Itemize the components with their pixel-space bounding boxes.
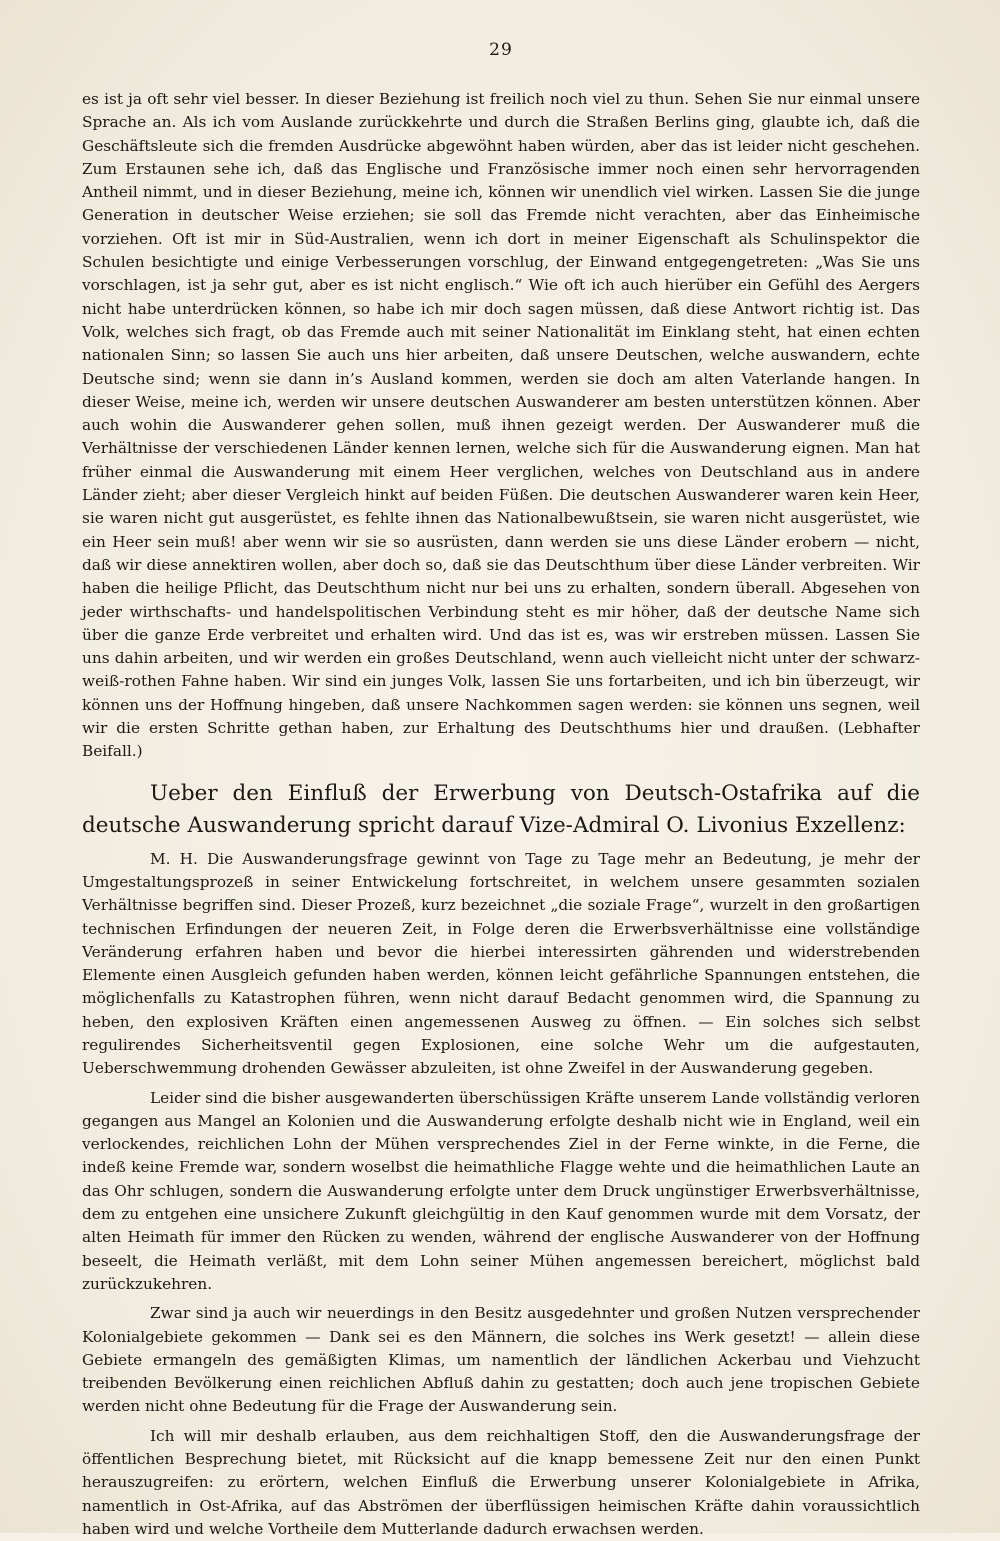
body-paragraph-3: Zwar sind ja auch wir neuerdings in den Besitz ausgedehnter und großen Nutzen versprechender Kolonialgebiete gekommen — Dank sei es den Männern, die solches ins Werk gesetzt! — allein diese Gebiete ermangeln des gemäßigten Klimas, um namentlich der ländlichen Ackerbau und Viehzucht treibenden Bevölkerung einen reichlichen Abfluß dahin zu gestatten; doch auch jene tropischen Gebiete werden nicht ohne Bedeutung für die Frage der Auswanderung sein. <box>82 1304 920 1416</box>
body-paragraph-1: M. H. Die Auswanderungsfrage gewinnt von Tage zu Tage mehr an Bedeutung, je mehr der Umgestaltungsprozeß in seiner Entwickelung fortschreitet, in welchem unsere gesammten sozialen Verhältnisse begriffen sind. Dieser Prozeß, kurz bezeichnet „die soziale Frage“, wurzelt in den großartigen technischen Erfindungen der neueren Zeit, in Folge deren die Erwerbsverhältnisse eine vollständige Veränderung erfahren haben und bevor die hierbei interessirten gährenden und widerstrebenden Elemente einen Ausgleich gefunden haben werden, können leicht gefährliche Spannungen entstehen, die möglichenfalls zu Katastrophen führen, wenn nicht darauf Bedacht genommen wird, die Spannung zu heben, den explosiven Kräften einen angemessenen Ausweg zu öffnen. — Ein solches sich selbst regulirendes Sicherheitsventil gegen Explosionen, eine solche Wehr um die aufgestauten, Ueberschwemmung drohenden Gewässer abzuleiten, ist ohne Zweifel in der Auswanderung gegeben. <box>82 849 920 1078</box>
speech-paragraph: es ist ja oft sehr viel besser. In dieser Beziehung ist freilich noch viel zu thun. Sehen Sie nur einmal unsere Sprache an. Als ich vom Auslande zurückkehrte und durch die Straßen Berlins ging, glaubte ich, daß die Geschäftsleute sich die fremden Ausdrücke abgewöhnt haben würden, aber das ist leider nicht geschehen. Zum Erstaunen sehe ich, daß das Englische und Französische immer noch einen sehr hervorragenden Antheil nimmt, und in dieser Beziehung, meine ich, können wir unendlich viel wirken. Lassen Sie die junge Generation in deutscher Weise erziehen; sie soll das Fremde nicht verachten, aber das Einheimische vorziehen. Oft ist mir in Süd-Australien, wenn ich dort in meiner Eigenschaft als Schulinspektor die Schulen besichtigte und einige Verbesserungen vorschlug, der Einwand entgegengetreten: „Was Sie uns vorschlagen, ist ja sehr gut, aber es ist nicht englisch.“ Wie oft ich auch hierüber ein Gefühl des Aergers nicht habe unterdrücken können, so habe ich mir doch sagen müssen, daß diese Antwort richtig ist. Das Volk, welches sich fragt, ob das Fremde auch mit seiner Nationalität im Einklang steht, hat einen echten nationalen Sinn; so lassen Sie auch uns hier arbeiten, daß unsere Deutschen, welche auswandern, echte Deutsche sind; wenn sie dann in’s Ausland kommen, werden sie doch am alten Vaterlande hangen. In dieser Weise, meine ich, werden wir unsere deutschen Auswanderer am besten unterstützen können. Aber auch wohin die Auswanderer gehen sollen, muß ihnen gezeigt werden. Der Auswanderer muß die Verhältnisse der verschiedenen Länder kennen lernen, welche sich für die Auswanderung eignen. Man hat früher einmal die Auswanderung mit einem Heer verglichen, welches von Deutschland aus in andere Länder zieht; aber dieser Vergleich hinkt auf beiden Füßen. Die deutschen Auswanderer waren kein Heer, sie waren nicht gut ausgerüstet, es fehlte ihnen das Nationalbewußtsein, sie waren nicht ausgerüstet, wie ein Heer sein muß! aber wenn wir sie so ausrüsten, dann werden sie uns diese Länder erobern — nicht, daß wir diese annektiren wollen, aber doch so, daß sie das Deutschthum über diese Länder verbreiten. Wir haben die heilige Pflicht, das Deutschthum nicht nur bei uns zu erhalten, sondern überall. Abgesehen von jeder wirthschafts- und handelspolitischen Verbindung steht es mir höher, daß der deutsche Name sich über die ganze Erde verbreitet und erhalten wird. Und das ist es, was wir erstreben müssen. Lassen Sie uns dahin arbeiten, und wir werden ein großes Deutschland, wenn auch vielleicht nicht unter der schwarz-weiß-rothen Fahne haben. Wir sind ein junges Volk, lassen Sie uns fortarbeiten, und ich bin überzeugt, wir können uns der Hoffnung hingeben, daß unsere Nachkommen sagen werden: sie können uns segnen, weil wir die ersten Schritte gethan haben, zur Erhaltung des Deutschthums hier und draußen. (Lebhafter Beifall.) <box>82 90 920 761</box>
section-heading: Ueber den Einfluß der Erwerbung von Deutsch-Ostafrika auf die deutsche Auswanderung spricht darauf Vize-Admiral O. Livonius Exzellenz: <box>82 780 920 838</box>
speech-body <box>82 848 920 1541</box>
body-paragraph-4: Ich will mir deshalb erlauben, aus dem reichhaltigen Stoff, den die Auswanderungsfrage der öffentlichen Besprechung bietet, mit Rücksicht auf die knapp bemessene Zeit nur den einen Punkt herauszugreifen: zu erörtern, welchen Einfluß die Erwerbung unserer Kolonialgebiete in Afrika, namentlich in Ost-Afrika, auf das Abströmen der überflüssigen heimischen Kräfte dahin voraussichtlich haben wird und welche Vortheile dem Mutterlande dadurch erwachsen werden. <box>82 1426 920 1538</box>
page-number: 29 <box>489 40 513 60</box>
body-paragraph-2: Leider sind die bisher ausgewanderten überschüssigen Kräfte unserem Lande vollständig verloren gegangen aus Mangel an Kolonien und die Auswanderung erfolgte deshalb nicht wie in England, weil ein verlockendes, reichlichen Lohn der Mühen versprechendes Ziel in der Ferne winkte, in die Ferne, die indeß keine Fremde war, sondern woselbst die heimathliche Flagge wehte und die heimathlichen Laute an das Ohr schlugen, sondern die Auswanderung erfolgte unter dem Druck ungünstiger Erwerbsverhältnisse, dem zu entgehen eine unsichere Zukunft gleichgültig in den Kauf genommen wurde mit dem Vorsatz, der alten Heimath für immer den Rücken zu wenden, während der englische Auswanderer von der Hoffnung beseelt, die Heimath verläßt, mit dem Lohn seiner Mühen angemessen bereichert, möglichst bald zurückzukehren. <box>82 1088 920 1293</box>
